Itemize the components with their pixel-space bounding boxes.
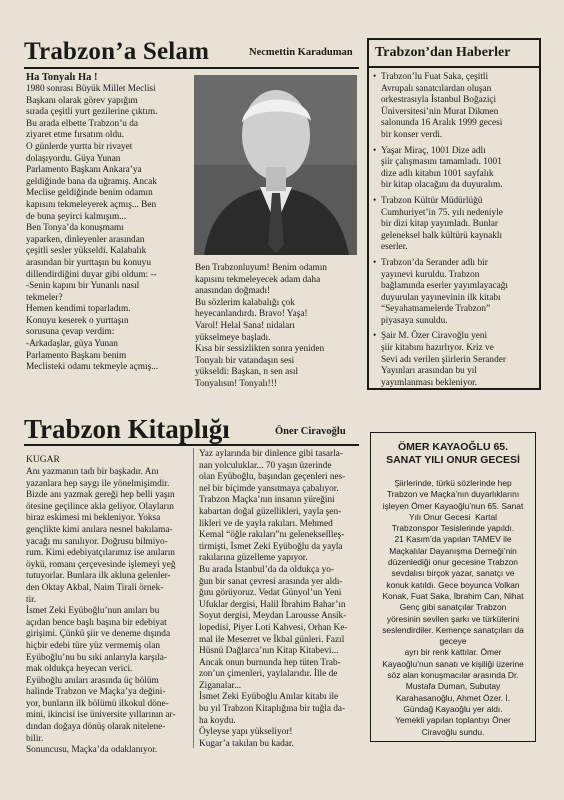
news-title: Trabzon’dan Haberler: [375, 45, 511, 60]
news-item: [373, 146, 537, 192]
event-box: [370, 432, 536, 742]
event-body: Şiirlerinde, türkü sözlerinde hep Trabzon ve Maçka’nın duyarlıklarını işleyen Ömer Kayaoğlu’nun 65. Sanat Yılı Onur Gecesi Kartal Trabzonspor Tesislerinde yapıldı. 21 Kasım’da yapılan TAMEV ile Maçkalılar Dayanışma Derneği’nin düzenlediği onur gecesine Trabzon sevdalısı birçok yazar, sanatçı ve konuk katıldı. Gece boyunca Volkan Konak, Fuat Saka, İbrahim Can, Nihat Genç gibi sanatçılar Trabzon yöresinin sevilen şarkı ve türkülerini seslendirdiler. Kemençe sanatçıları da geceye ayrı bir renk kattılar. Ömer Kayaoğlu’nun sanatı ve kişiliği üzerine söz alan konuşmacılar arasında Dr. Mustafa Duman, Subutay Karahasanoğlu, Ahmet Özer. İ. Gündağ Kayaoğlu yer aldı. Yemekli yapılan toplantıyı Öner Ciravoğlu sundu.: [382, 478, 524, 737]
article-subhead: Ha Tonyalı Ha !: [26, 72, 98, 83]
library-subhead: KUGAR: [26, 455, 60, 465]
title-rule: [24, 67, 359, 69]
news-item: [373, 196, 537, 254]
bullet-icon: •: [373, 331, 377, 342]
portrait-photo: [194, 75, 357, 255]
article-author: Necmettin Karaduman: [249, 47, 353, 58]
event-title: ÖMER KAYAOĞLU 65. SANAT YILI ONUR GECESİ: [386, 441, 520, 466]
news-item-text: Trabzon’lu Fuat Saka, çeşitli Avrupalı sanatcılardan oluşan orkestrasıyla İstanbul Boğaziçi Üniversitesi’nin Murat Dikmen salonunda 16 Aralık 1999 gecesi bir konser verdi.: [381, 72, 503, 140]
article-column-2: Ben Trabzonluyum! Benim odamın kapısını tekmeleyecek adam daha anasından doğmadı! Bu sözlerim kalabalığı çok heyecanlandırdı. Bravo! Yaşa! Varol! Helal Sana! nidaları yükselmeye başladı. Kısa bir sessizlikten sonra yeniden Tonyalı bir vatandaşın sesi yükseldi: Başkan, n sen asıl Tonyalısın! Tonyalı!!!: [195, 263, 327, 389]
news-item: [373, 72, 537, 142]
news-item-text: Trabzon’da Serander adlı bir yayınevi kuruldu. Trabzon bağlamında eserler yayımlayacağı duyurulan yayınevinin ilk kitabı “Seyahatnamelerde Trabzon” piyasaya sunuldu.: [381, 257, 508, 326]
library-column-1: Anı yazmanın tadı bir başkadır. Anı yazanlara hep saygı ile yönelmişimdir. Bizde anı yazmak gereği hep belli yaşın ötesine geçilince akla geliyor. Olayların biraz eskimesi mi bekleniyor. Yoksa gençlikte kimi anılara nesnel bakılama- yacağı mı sanılıyor. Doğrusu bilmiyo- rum. Kimi edebiyatçılarımız ise anıların öykü, romanı çerçevesinde işlemeyi yeğ tutuyorlar. Bunlara ilk akluna gelenler- den Oktay Akbal, Naim Tirali örnek- tir. İsmet Zeki Eyüboğlu’nun anıları bu açıdan bence başlı başına bir edebiyat girişimi. Çünkü şiir ve deneme dışında hiçbir edebi türe yüz vermemiş olan Eyüboğlu’nu bu sıki anlarıyla karşıla- mak oldukça heyecan verici. Eyüboğlu anıları arasında üç bölüm halinde Trabzon ve Maçka’ya değini- yor, bunların ilk bölümü ilkokul döne- mini, ikincisi ise üniversite yıllarının ar- dından doğaya dönüş olarak nitelene- bilir. Sonuncusu, Maçka’da odaklanıyor.: [26, 467, 176, 756]
news-item-text: Trabzon Kültür Müdürlüğü Cumhuriyet’in 75. yılı nedeniyle bir dizi kitap yayımladı. Bunlar geleneksel halk kültürü kaynaklı eserler.: [381, 195, 503, 253]
column-divider: [193, 448, 194, 748]
portrait-image: [194, 75, 357, 255]
news-list: [373, 72, 537, 393]
article-title: Trabzon’a Selam: [24, 38, 210, 65]
library-author: Öner Ciravoğlu: [275, 426, 346, 437]
news-item: [373, 331, 537, 389]
bullet-icon: •: [373, 72, 377, 82]
library-title: Trabzon Kitaplığı: [24, 414, 230, 444]
news-item-text: Yaşar Miraç, 1001 Dize adlı şiir çalışmasını tamamladı. 1001 dize adlı kitabın 1001 sayfalık bir kitap olacağını da duyuralım.: [381, 145, 503, 191]
news-item: [373, 258, 537, 328]
bullet-icon: •: [373, 195, 377, 206]
bullet-icon: •: [373, 145, 377, 156]
news-item-text: Şair M. Özer Ciravoğlu yeni şiir kitabını hazırlıyor. Kriz ve Sevi adı verilen şiirlerin Serander Yayınları arasından bu yıl yayımlanması bekleniyor.: [381, 331, 506, 388]
article-column-1: 1980 sonrası Büyük Millet Meclisi Başkanı olarak görev yapığım sırada çeşitli yurt gezilerine çıktım. Bu arada elbette Trabzon’u da ziyaret etme fırsatım oldu. O günlerde yurtta bir rivayet dolaşıyordu. Güya Yunan Parlamento Başkanı Ankara’ya geldiğinde bana da uğramış. Ancak Meclise geldiğinde benim odamın kapısını tekmeleyerek açmış... Ben de buna şeyirci kalmışım... Ben Tonya’da konuşmamı yaparken, dinleyenler arasından çeşitli sesler yükseldi. Kalabalık arasından bir yurttaşın bu konuyu dillendirdiğini duyar gibi oldum: -- -Senin kapını bir Yunanlı nasıl tekmeler? Hemen kendimi toparladım. Konuyu keserek o yurttaşın sorusuna çevap verdim: -Arkadaşlar, güya Yunan Parlamento Başkanı benim Meclisteki odamı tekmeyle açmış...: [26, 84, 159, 373]
library-title-rule: [24, 444, 359, 446]
library-column-2: Yaz aylarında bir dinlence gibi tasarla- nan yolculuklar... 70 yaşın üzerinde olan Eyüboğlu, başından geçenleri nes- nel bir biçimde yansıtmaya çabalıyor. Trabzon Maçka’nın insanın yüreğini kabartan doğal güzellikleri, yayla şen- likleri ve de yayla rakıları. Mehmed Kemal “öğle rakıları”nı geleneksellleş- tirmişti, İsmet Zeki Eyüboğlu da yayla rakılarına güzelleme yapıyor. Bu arada İstanbul’da da oldukça yo- ğun bir sanat çevresi arasında yer aldı- ğını görüyoruz. Vedat Günyol’un Yeni Ufuklar dergisi, Halil İbrahim Bahar’ın Soyut dergisi, Meydan Larousse Ansik- lopedisi, Piyer Loti Kahvesi, Orhan Ke- mal ile Meserret ve İkbal günleri. Fazıl Hüsnü Dağlarca’nın Kitap Kitabevi... Ancak onun burnunda hep tüten Trab- zon’un çimenleri, yaylalarıdır. İlle de Ziganalar... İsmet Zeki Eyüboğlu Anılar kitabı ile bu yıl Trabzon Kitaplığına bir tuğla da- ha koydu. Öyleyse yapı yükseliyor! Kugar’a takılan bu kadar.: [199, 449, 348, 749]
bullet-icon: •: [373, 257, 377, 268]
news-box: [367, 38, 541, 390]
news-title-rule: [369, 66, 539, 68]
